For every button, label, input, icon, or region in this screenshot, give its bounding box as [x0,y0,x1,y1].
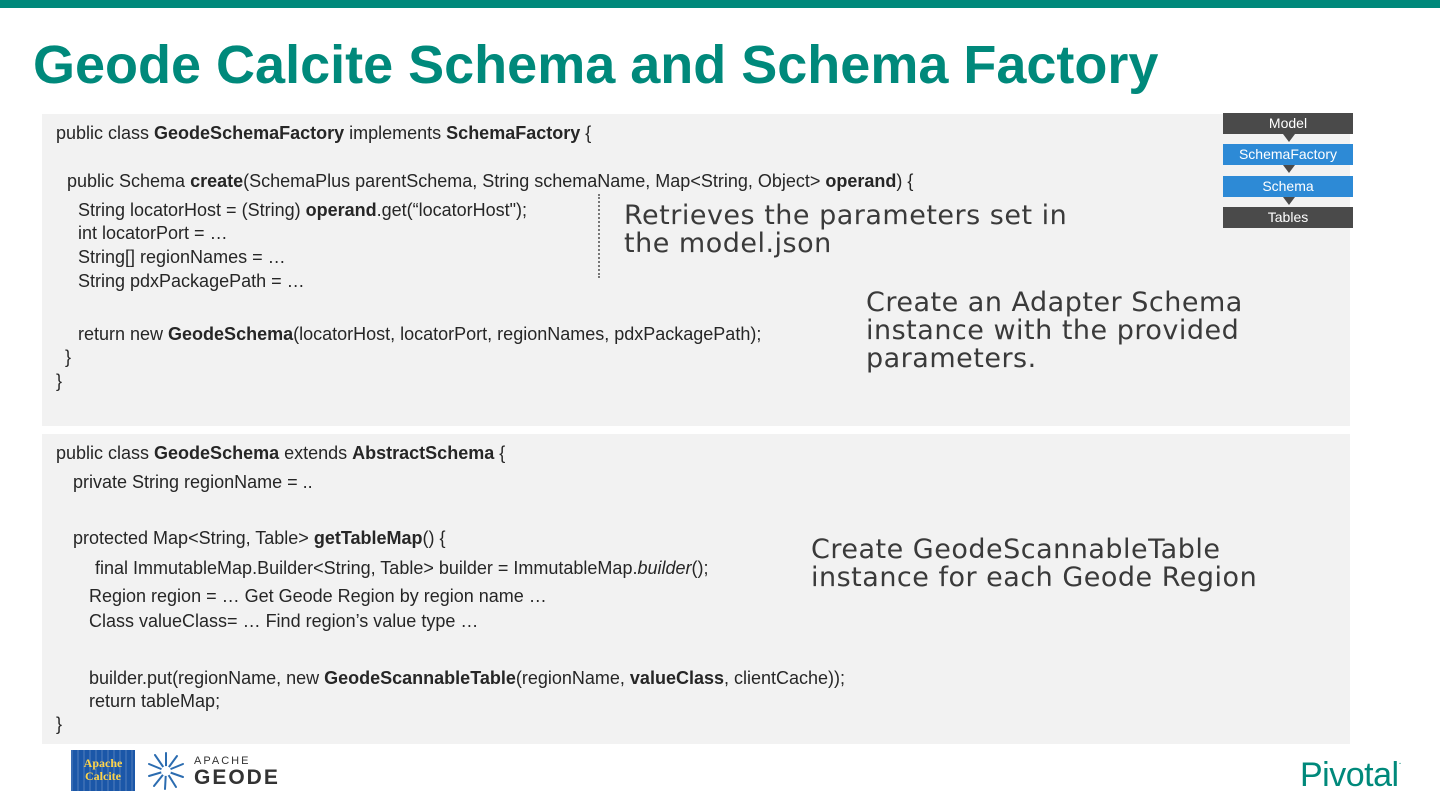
flow-box-model: Model [1223,113,1353,134]
flow-box-schemafactory: SchemaFactory [1223,144,1353,165]
pivotal-logo: Pivotal. [1300,756,1401,794]
annotation-retrieves: Retrieves the parameters set in the model.json [624,200,1068,259]
code-line: String pdxPackagePath = … [78,271,305,291]
code-line: } [56,714,63,734]
code-line: public Schema create(SchemaPlus parentSchema, String schemaName, Map<String, Object> operand) { [67,171,914,191]
code-line: String locatorHost = (String) operand.get(“locatorHost"); [78,200,528,220]
code-line: return new GeodeSchema(locatorHost, locatorPort, regionNames, pdxPackagePath); [78,324,762,344]
flow-box-schema: Schema [1223,176,1353,197]
code-line: builder.put(regionName, new GeodeScannableTable(regionName, valueClass, clientCache)); [89,668,846,688]
code-line: private String regionName = .. [73,472,313,492]
code-line: String[] regionNames = … [78,247,286,267]
flow-box-tables: Tables [1223,207,1353,228]
code-line: Region region = … Get Geode Region by region name … [89,586,547,606]
code-line: public class GeodeSchemaFactory implements SchemaFactory { [56,123,592,143]
code-line: Class valueClass= … Find region’s value type … [89,611,479,631]
apache-calcite-logo: Apache Calcite [71,750,135,791]
apache-geode-logo: APACHE GEODE [146,750,276,792]
code-line: } [65,347,72,367]
dotted-bracket [588,194,600,278]
code-line: final ImmutableMap.Builder<String, Table> builder = ImmutableMap.builder(); [95,558,709,578]
flow-arrow-down [1283,134,1295,142]
code-line: protected Map<String, Table> getTableMap() { [73,528,446,548]
flow-arrow-down [1283,165,1295,173]
code-line: return tableMap; [89,691,221,711]
code-line: public class GeodeSchema extends AbstractSchema { [56,443,506,463]
code-line: } [56,371,63,391]
geode-burst-icon [146,750,186,792]
top-accent-bar [0,0,1440,8]
slide-title: Geode Calcite Schema and Schema Factory [33,35,1159,95]
annotation-adapter: Create an Adapter Schema instance with the provided parameters. [866,287,1243,374]
annotation-scannable: Create GeodeScannableTable instance for each Geode Region [811,534,1258,593]
code-line: int locatorPort = … [78,223,228,243]
flow-arrow-down [1283,197,1295,205]
